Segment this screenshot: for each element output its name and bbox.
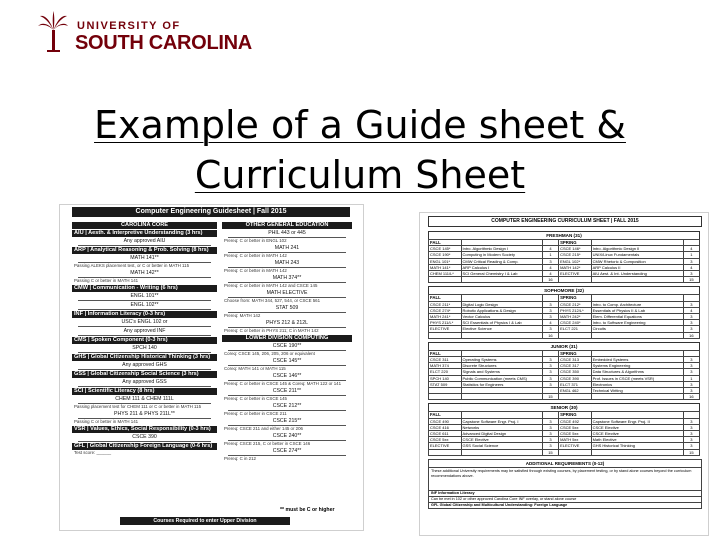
curriculum-cell: SPRING: [559, 240, 592, 246]
curriculum-year-table: [428, 350, 700, 401]
curriculum-cell: CSCE 313: [559, 357, 592, 363]
curriculum-cell: FALL: [429, 240, 462, 246]
curriculum-cell: ELCT 371: [559, 381, 592, 387]
curriculum-cell: Circuits: [591, 326, 683, 332]
curriculum-cell: 3: [683, 424, 699, 430]
curriculum-cell: MATH 242*: [559, 314, 592, 320]
curriculum-cell: 3: [542, 307, 558, 313]
guide-sheet-footer: Courses Required to enter Upper Division: [120, 517, 290, 525]
curriculum-cell: 3: [542, 418, 558, 424]
curriculum-cell: 16: [542, 277, 558, 283]
curriculum-cell: [591, 277, 683, 283]
guide-right-course-line: STAT 509: [228, 305, 346, 313]
curriculum-cell: 1: [542, 252, 558, 258]
guide-right-column: [222, 221, 352, 462]
curriculum-cell: ELECTIVE: [429, 326, 462, 332]
curriculum-cell: Elem. Differential Equations: [591, 314, 683, 320]
curriculum-year-table: [428, 294, 700, 338]
curriculum-cell: ELECTIVE: [559, 271, 592, 277]
curriculum-cell: CSCE 240*: [559, 320, 592, 326]
curriculum-cell: 3: [683, 418, 699, 424]
curriculum-cell: Public Communication (meets CMS): [461, 375, 542, 381]
guide-right-prereq-note: Coreq: CSCE 145, 206, 205, 206 or equivalent: [224, 351, 315, 356]
guide-left-course-line: USC's ENGL 102 or: [78, 319, 211, 327]
curriculum-cell: Robotic Applications & Design: [461, 307, 542, 313]
curriculum-cell: FALL: [429, 295, 462, 301]
guide-right-course-line: CSCE 211**: [228, 388, 346, 396]
curriculum-year-title: SENIOR (30): [428, 403, 700, 411]
curriculum-cell: 3: [683, 258, 699, 264]
curriculum-cell: 4: [542, 246, 558, 252]
guide-left-section-band: INF | Information Literacy (0-3 hrs): [72, 311, 217, 318]
guide-right-prereq-note: Prereq: MATH 142: [224, 313, 261, 318]
curriculum-cell: ELECTIVE: [559, 443, 592, 449]
curriculum-cell: CHEM 111/L*: [429, 271, 462, 277]
curriculum-cell: 4: [683, 264, 699, 270]
curriculum-cell: 3: [683, 388, 699, 394]
curriculum-cell: Intro. to Software Engineering: [591, 320, 683, 326]
curriculum-cell: CSCE 146*: [559, 246, 592, 252]
curriculum-cell: 3: [683, 431, 699, 437]
curriculum-cell: 4: [542, 264, 558, 270]
guide-left-section-band: VSR | Values, Ethics, Social Responsibility (0-3 hrs): [72, 426, 217, 433]
guide-left-section-band: GSS | Global Citizenship Social Science (3 hrs): [72, 371, 217, 378]
guide-left-course-line: PHYS 211 & PHYS 211L**: [78, 411, 211, 419]
curriculum-cell: 1: [683, 252, 699, 258]
guide-sheet-header: Computer Engineering Guidesheet | Fall 2015: [72, 207, 350, 217]
curriculum-cell: CSCE 492: [559, 418, 592, 424]
guide-right-section-band: OTHER GENERAL EDUCATION: [222, 222, 352, 229]
guide-right-course-line: CSCE 145**: [228, 358, 346, 366]
curriculum-cell: SCI General Chemistry I & Lab: [461, 271, 542, 277]
guide-right-prereq-note: Prereq: C or better in MATH 142 and CSCE 145: [224, 283, 318, 288]
curriculum-cell: 3: [542, 424, 558, 430]
curriculum-cell: MATH 241*: [429, 314, 462, 320]
curriculum-cell: CSCE 5xx: [429, 437, 462, 443]
curriculum-cell: MATH 142*: [559, 264, 592, 270]
guide-left-prereq-note: Passing ALEKS placement test, or C or better in MATH 115: [74, 263, 190, 268]
guide-sheet-image: [60, 205, 363, 530]
curriculum-cell: 3: [542, 443, 558, 449]
curriculum-cell: CSCE 350: [559, 369, 592, 375]
curriculum-cell: MATH 5xx: [559, 437, 592, 443]
guide-left-course-line: ENGL 102**: [78, 302, 211, 310]
additional-requirements-title: ADDITIONAL REQUIREMENTS (0-12): [429, 460, 701, 468]
curriculum-cell: [429, 449, 462, 455]
curriculum-cell: ENGL 462: [559, 388, 592, 394]
curriculum-cell: 3: [683, 320, 699, 326]
curriculum-cell: [461, 449, 542, 455]
guide-right-course-line: MATH 243: [228, 260, 346, 268]
curriculum-cell: 1: [683, 375, 699, 381]
logo-south-carolina: SOUTH CAROLINA: [75, 32, 252, 54]
curriculum-cell: 3: [542, 357, 558, 363]
curriculum-cell: Vector Calculus: [461, 314, 542, 320]
curriculum-row: [429, 394, 700, 400]
curriculum-cell: Networks: [461, 424, 542, 430]
curriculum-cell: GHS Historical Thinking: [591, 443, 683, 449]
curriculum-cell: 16: [542, 332, 558, 338]
curriculum-cell: Discrete Structures: [461, 363, 542, 369]
curriculum-cell: Data Structures & Algorithms: [591, 369, 683, 375]
curriculum-cell: MATH 141*: [429, 264, 462, 270]
guide-right-course-line: PHYS 212 & 212L: [228, 320, 346, 328]
curriculum-cell: Signals and Systems: [461, 369, 542, 375]
curriculum-cell: SPRING: [559, 412, 592, 418]
curriculum-cell: 15: [683, 449, 699, 455]
curriculum-cell: SCI Essentials of Physics I & Lab: [461, 320, 542, 326]
curriculum-cell: CSCE 5xx: [559, 431, 592, 437]
curriculum-cell: 16: [683, 394, 699, 400]
curriculum-cell: PHYS 212/L*: [559, 307, 592, 313]
additional-requirement-row: GFL Global Citizenship and Multicultural Understanding: Foreign Language: [431, 502, 568, 507]
curriculum-cell: [559, 277, 592, 283]
guide-right-course-line: MATH 374**: [228, 275, 346, 283]
curriculum-cell: FALL: [429, 350, 462, 356]
curriculum-cell: Electronics: [591, 381, 683, 387]
curriculum-cell: Digital Logic Design: [461, 301, 542, 307]
curriculum-cell: CSCE Elective: [591, 424, 683, 430]
curriculum-cell: 3: [542, 363, 558, 369]
guide-left-section-band: AIU | Aesth. & Interpretive Understanding (3 hrs): [72, 230, 217, 237]
curriculum-cell: [559, 449, 592, 455]
curriculum-cell: Intro. Algorithmic Design II: [591, 246, 683, 252]
guide-right-prereq-note: Prereq: CSCE 215, C or better in CSCE 146: [224, 441, 311, 446]
guide-right-prereq-note: Choose from: MATH 344, 527, 544, or CSCE 561: [224, 298, 321, 303]
guide-left-prereq-note: Test score: ______: [74, 450, 112, 455]
curriculum-cell: [461, 277, 542, 283]
additional-requirement-row: INF Information Literacy: [429, 491, 701, 497]
curriculum-cell: GSS Social Science: [461, 443, 542, 449]
guide-right-section-band: LOWER DIVISION COMPUTING: [222, 335, 352, 342]
guide-right-prereq-note: Prereq: C or better in PHYS 211; C in MATH 142: [224, 328, 319, 333]
curriculum-cell: ENGL 102*: [559, 258, 592, 264]
additional-requirements-body: These additional University requirements may be satisfied through existing courses, by placement testing, or by stand alone courses beyond the curriculum recommendations above.: [429, 468, 701, 491]
guide-right-prereq-note: Prereq: C or better in CSCE 145 & Coreq: MATH 122 or 141: [224, 381, 342, 386]
curriculum-cell: STAT 509: [429, 381, 462, 387]
curriculum-cell: Prof. Issues in CSCE (meets VSR): [591, 375, 683, 381]
curriculum-cell: CSCE 145*: [429, 246, 462, 252]
title-line-1: Example of a Guide sheet &: [94, 103, 626, 147]
curriculum-cell: 3: [683, 437, 699, 443]
curriculum-cell: 15: [542, 394, 558, 400]
curriculum-cell: PHYS 211/L*: [429, 320, 462, 326]
curriculum-cell: 3: [542, 369, 558, 375]
additional-requirement-row: Can be met in 102 or other approved Carolina Core INF overlay, or stand alone course: [429, 497, 701, 503]
guide-left-course-line: ENGL 101**: [78, 293, 211, 301]
curriculum-row: [429, 449, 700, 455]
curriculum-cell: 3: [542, 258, 558, 264]
guide-left-prereq-note: Passing placement test for CHEM 111 or C or better in MATH 115: [74, 404, 202, 409]
curriculum-cell: 15: [683, 277, 699, 283]
curriculum-cell: ARP Calculus II: [591, 264, 683, 270]
curriculum-year-block: [428, 342, 700, 401]
guide-left-section-band: GHS | Global Citizenship Historical Thinking (3 hrs): [72, 354, 217, 361]
guide-right-prereq-note: Prereq: C or better in CSCE 211: [224, 411, 287, 416]
curriculum-cell: [429, 277, 462, 283]
curriculum-cell: UNIX/Linux Fundamentals: [591, 252, 683, 258]
title-line-2: Curriculum Sheet: [194, 153, 526, 197]
curriculum-cell: CSCE 611: [429, 431, 462, 437]
guide-left-section-band: CMS | Spoken Component (0-3 hrs): [72, 337, 217, 344]
guide-right-course-line: MATH ELECTIVE: [228, 290, 346, 298]
curriculum-cell: ARP Calculus I: [461, 264, 542, 270]
curriculum-cell: 3: [542, 431, 558, 437]
guide-right-course-line: CSCE 274**: [228, 448, 346, 456]
guide-grade-note: ** must be C or higher: [280, 507, 335, 513]
curriculum-cell: [429, 394, 462, 400]
guide-left-section-band: CMW | Communication - Writing (6 hrs): [72, 285, 217, 292]
curriculum-cell: ENGL 101*: [429, 258, 462, 264]
curriculum-cell: [429, 332, 462, 338]
guide-right-course-line: MATH 241: [228, 245, 346, 253]
curriculum-cell: CSCE 317: [559, 363, 592, 369]
guide-right-course-line: CSCE 146**: [228, 373, 346, 381]
curriculum-cell: MATH 374: [429, 363, 462, 369]
curriculum-cell: ELCT 221: [559, 326, 592, 332]
curriculum-cell: [461, 332, 542, 338]
curriculum-cell: CSCE Elective: [461, 437, 542, 443]
curriculum-cell: 3: [683, 381, 699, 387]
curriculum-cell: ELECTIVE: [429, 443, 462, 449]
curriculum-cell: 16: [683, 332, 699, 338]
curriculum-cell: 3: [542, 375, 558, 381]
curriculum-row: [429, 332, 700, 338]
curriculum-cell: Advanced Digital Design: [461, 431, 542, 437]
additional-requirements: [428, 459, 702, 509]
curriculum-sheet-header: COMPUTER ENGINEERING CURRICULUM SHEET | FALL 2015: [428, 216, 702, 227]
guide-left-course-line: MATH 141**: [78, 255, 211, 263]
curriculum-cell: CSCE 212*: [559, 301, 592, 307]
curriculum-cell: Elective Science: [461, 326, 542, 332]
curriculum-cell: CSCE 416: [429, 424, 462, 430]
curriculum-cell: 3: [542, 437, 558, 443]
guide-right-course-line: CSCE 212**: [228, 403, 346, 411]
guide-right-course-line: PHIL 443 or 445: [228, 230, 346, 238]
guide-right-course-line: CSCE 240**: [228, 433, 346, 441]
curriculum-cell: 3: [542, 326, 558, 332]
guide-right-course-line: CSCE 215**: [228, 418, 346, 426]
curriculum-cell: SPRING: [559, 295, 592, 301]
curriculum-cell: AIU Aest. & Int. Understanding: [591, 271, 683, 277]
guide-left-section-band: ARP | Analytical Reasoning & Prob. Solving (8 hrs): [72, 247, 217, 254]
guide-left-section-band: SCI | Scientific Literacy (8 hrs): [72, 388, 217, 395]
curriculum-cell: Capstone Software Engr. Proj. I: [461, 418, 542, 424]
curriculum-row: [429, 277, 700, 283]
curriculum-cell: 3: [683, 326, 699, 332]
guide-left-prereq-note: Passing C or better in MATH 141: [74, 278, 139, 283]
guide-left-course-line: MATH 142**: [78, 270, 211, 278]
guide-left-column: [72, 221, 217, 456]
curriculum-cell: Capstone Software Engr. Proj. II: [591, 418, 683, 424]
curriculum-cell: Math Elective: [591, 437, 683, 443]
curriculum-cell: CSCE 5xx: [559, 424, 592, 430]
curriculum-cell: 4: [683, 307, 699, 313]
curriculum-cell: 3: [542, 314, 558, 320]
guide-left-prereq-note: Passing C or better in MATH 141: [74, 419, 139, 424]
curriculum-cell: Technical Writing: [591, 388, 683, 394]
curriculum-cell: 4: [542, 320, 558, 326]
curriculum-year-title: SOPHOMORE (32): [428, 286, 700, 294]
guide-right-prereq-note: Prereq: C or better in MATH 142: [224, 253, 287, 258]
curriculum-cell: Embedded Systems: [591, 357, 683, 363]
slide-title: [60, 100, 660, 200]
curriculum-year-title: FRESHMAN (31): [428, 231, 700, 239]
guide-left-course-line: CSCE 390: [78, 434, 211, 442]
curriculum-cell: CSCE 490: [429, 418, 462, 424]
curriculum-cell: CSCE 311: [429, 357, 462, 363]
guide-left-course-line: SPCH 140: [78, 345, 211, 353]
guide-right-prereq-note: Prereq: CSCE 211 and either 145 or 206: [224, 426, 303, 431]
curriculum-cell: [559, 394, 592, 400]
curriculum-cell: 3: [542, 381, 558, 387]
guide-left-section-band: CAROLINA CORE: [72, 222, 217, 229]
curriculum-cell: Statistics for Engineers: [461, 381, 542, 387]
guide-right-course-line: CSCE 190**: [228, 343, 346, 351]
curriculum-cell: Computing in Modern Society: [461, 252, 542, 258]
curriculum-cell: 3: [683, 369, 699, 375]
curriculum-cell: 4: [683, 246, 699, 252]
guide-left-course-line: Any approved INF: [78, 328, 211, 336]
curriculum-cell: 3: [683, 363, 699, 369]
guide-right-prereq-note: Prereq: C in 212: [224, 456, 256, 461]
curriculum-cell: 3: [683, 301, 699, 307]
guide-left-course-line: Any approved AIU: [78, 238, 211, 246]
curriculum-cell: CSCE Elective: [591, 431, 683, 437]
university-logo: [37, 10, 252, 58]
curriculum-year-title: JUNIOR (31): [428, 342, 700, 350]
curriculum-cell: Essentials of Physics II & Lab: [591, 307, 683, 313]
curriculum-cell: [591, 394, 683, 400]
curriculum-cell: CSCE 274*: [429, 307, 462, 313]
curriculum-cell: [591, 332, 683, 338]
curriculum-year-table: [428, 239, 700, 283]
curriculum-cell: 4: [542, 271, 558, 277]
curriculum-cell: Intro. Algorithmic Design I: [461, 246, 542, 252]
curriculum-cell: 3: [683, 271, 699, 277]
curriculum-cell: FALL: [429, 412, 462, 418]
curriculum-year-block: [428, 403, 700, 455]
guide-right-prereq-note: Coreq: MATH 141 or MATH 115: [224, 366, 286, 371]
curriculum-year-table: [428, 411, 700, 455]
guide-right-prereq-note: Prereq: C or better in ENGL 102: [224, 238, 287, 243]
curriculum-cell: CSCE 390: [559, 375, 592, 381]
curriculum-cell: [461, 394, 542, 400]
guide-left-course-line: Any approved GSS: [78, 379, 211, 387]
palmetto-tree-icon: [37, 10, 69, 54]
guide-left-course-line: Any approved GHS: [78, 362, 211, 370]
guide-right-prereq-note: Prereq: C or better in CSCE 145: [224, 396, 287, 401]
logo-university-of: UNIVERSITY OF: [77, 20, 181, 32]
curriculum-cell: [591, 449, 683, 455]
guide-left-course-line: CHEM 111 & CHEM 111L: [78, 396, 211, 404]
curriculum-cell: 3: [683, 314, 699, 320]
curriculum-cell: Systems Engineering: [591, 363, 683, 369]
guide-left-section-band: GFL | Global Citizenship Foreign Language (0-6 hrs): [72, 443, 217, 450]
curriculum-cell: 3: [683, 357, 699, 363]
curriculum-cell: CSCE 215*: [559, 252, 592, 258]
curriculum-year-block: [428, 231, 700, 283]
curriculum-cell: SPCH 140: [429, 375, 462, 381]
curriculum-cell: SPRING: [559, 350, 592, 356]
guide-right-prereq-note: Prereq: C or better in MATH 142: [224, 268, 287, 273]
curriculum-cell: 3: [542, 301, 558, 307]
curriculum-cell: Operating Systems: [461, 357, 542, 363]
curriculum-cell: [559, 332, 592, 338]
curriculum-cell: 15: [542, 449, 558, 455]
curriculum-sheet-image: [420, 213, 708, 535]
curriculum-cell: CSCE 211*: [429, 301, 462, 307]
curriculum-cell: 3: [683, 443, 699, 449]
curriculum-cell: Intro. to Comp. Architecture: [591, 301, 683, 307]
curriculum-cell: CMW Critical Reading & Comp.: [461, 258, 542, 264]
curriculum-cell: ELCT 220: [429, 369, 462, 375]
curriculum-year-block: [428, 286, 700, 338]
curriculum-cell: CSCE 190*: [429, 252, 462, 258]
curriculum-cell: CMW Rhetoric & Composition: [591, 258, 683, 264]
